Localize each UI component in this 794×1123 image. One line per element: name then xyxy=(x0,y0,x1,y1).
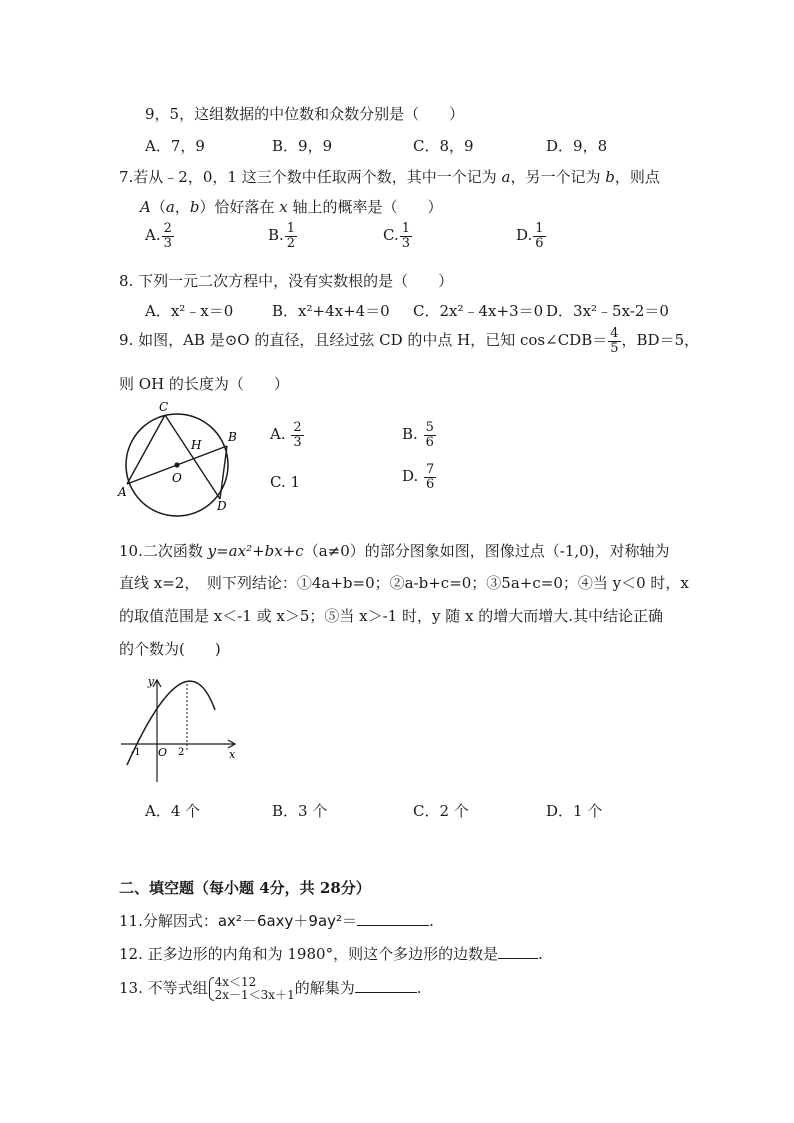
q6-option-b: B．9，9 xyxy=(272,137,333,155)
label-origin: O xyxy=(158,746,168,759)
q10-option-d: D．1 个 xyxy=(546,802,603,820)
label-neg1: -1 xyxy=(131,747,141,758)
q6-stem: 9，5，这组数据的中位数和众数分别是（ ） xyxy=(145,105,465,123)
q9-circle-figure xyxy=(115,395,255,520)
q7-option-a: A. $\frac{2}{3}$ xyxy=(145,221,172,251)
q9-stem-line2: 则 OH 的长度为（ ） xyxy=(119,375,289,393)
q10-option-c: C．2 个 xyxy=(413,802,469,820)
label-c: C xyxy=(159,400,169,414)
q6-option-a: A．7，9 xyxy=(145,137,205,155)
q6-option-d: D．9，8 xyxy=(546,137,608,155)
q6-option-c: C．8，9 xyxy=(413,137,474,155)
q11: 11.分解因式：ax²－6axy＋9ay²＝ . xyxy=(119,912,434,930)
label-a: A xyxy=(118,485,127,499)
q9-option-a: A. $\frac{2}{3}$ xyxy=(270,420,302,450)
q10-option-a: A．4 个 xyxy=(145,802,201,820)
q10-option-b: B．3 个 xyxy=(272,802,328,820)
q7-stem-line2: A（a，b）恰好落在 x 轴上的概率是（ ） xyxy=(140,198,443,216)
q8-option-c: C．2x²﹣4x+3＝0 xyxy=(413,302,544,320)
label-y: y xyxy=(147,675,154,688)
label-o: O xyxy=(172,471,182,485)
label-h: H xyxy=(191,438,202,452)
q8-stem: 8. 下列一元二次方程中，没有实数根的是（ ） xyxy=(119,272,454,290)
center-dot xyxy=(174,462,179,467)
q10-parabola-graph xyxy=(118,670,248,785)
segment-bd xyxy=(220,446,227,499)
q9-option-b: B. $\frac{5}{6}$ xyxy=(402,420,434,450)
q8-option-a: A．x²﹣x＝0 xyxy=(145,302,234,320)
q7-option-b: B. $\frac{1}{2}$ xyxy=(268,221,296,251)
q11-answer-blank xyxy=(357,925,429,926)
q12: 12. 正多边形的内角和为 1980°，则这个多边形的边数是 . xyxy=(119,945,543,963)
q10-line4: 的个数为( ) xyxy=(119,640,221,658)
label-d: D xyxy=(217,499,227,513)
q10-line1: 10.二次函数 y=ax²+bx+c（a≠0）的部分图象如图，图像过点（-1,0)，对称轴为 xyxy=(119,542,670,560)
q12-answer-blank xyxy=(498,958,538,959)
q9-option-d: D. $\frac{7}{6}$ xyxy=(402,462,435,492)
q10-line2: 直线 x=2， 则下列结论：①4a+b=0；②a-b+c=0；③5a+c=0；④当 y＜0 时，x xyxy=(119,574,689,592)
q7-option-d: D. $\frac{1}{6}$ xyxy=(516,221,544,251)
q13: 13. 不等式组 4x＜12 2x－1＜3x＋1 的解集为 . xyxy=(119,975,422,1002)
q8-option-b: B．x²+4x+4＝0 xyxy=(272,302,390,320)
q9-stem: 9. 如图，AB 是⊙O 的直径，且经过弦 CD 的中点 H，已知 cos∠CDB＝ $\frac{4}{5}$ ，BD＝5， xyxy=(119,326,700,356)
label-b: B xyxy=(228,430,237,444)
q7-stem: 7.若从﹣2，0，1 这三个数中任取两个数，其中一个记为 a，另一个记为 b，则点 xyxy=(119,168,660,186)
q7-option-c: C. $\frac{1}{3}$ xyxy=(383,221,410,251)
q13-answer-blank xyxy=(355,992,417,993)
label-x: x xyxy=(229,748,236,761)
section-2-title: 二、填空题（每小题 4分，共 28分） xyxy=(119,879,371,897)
label-two: 2 xyxy=(178,747,185,758)
q10-line3: 的取值范围是 x＜-1 或 x＞5；⑤当 x＞-1 时，y 随 x 的增大而增大.其中结论正确 xyxy=(119,607,663,625)
inequality-system: 4x＜12 2x－1＜3x＋1 xyxy=(208,976,295,1002)
q9-option-c: C. 1 xyxy=(270,473,301,491)
q8-option-d: D．3x²﹣5x-2＝0 xyxy=(546,302,669,320)
